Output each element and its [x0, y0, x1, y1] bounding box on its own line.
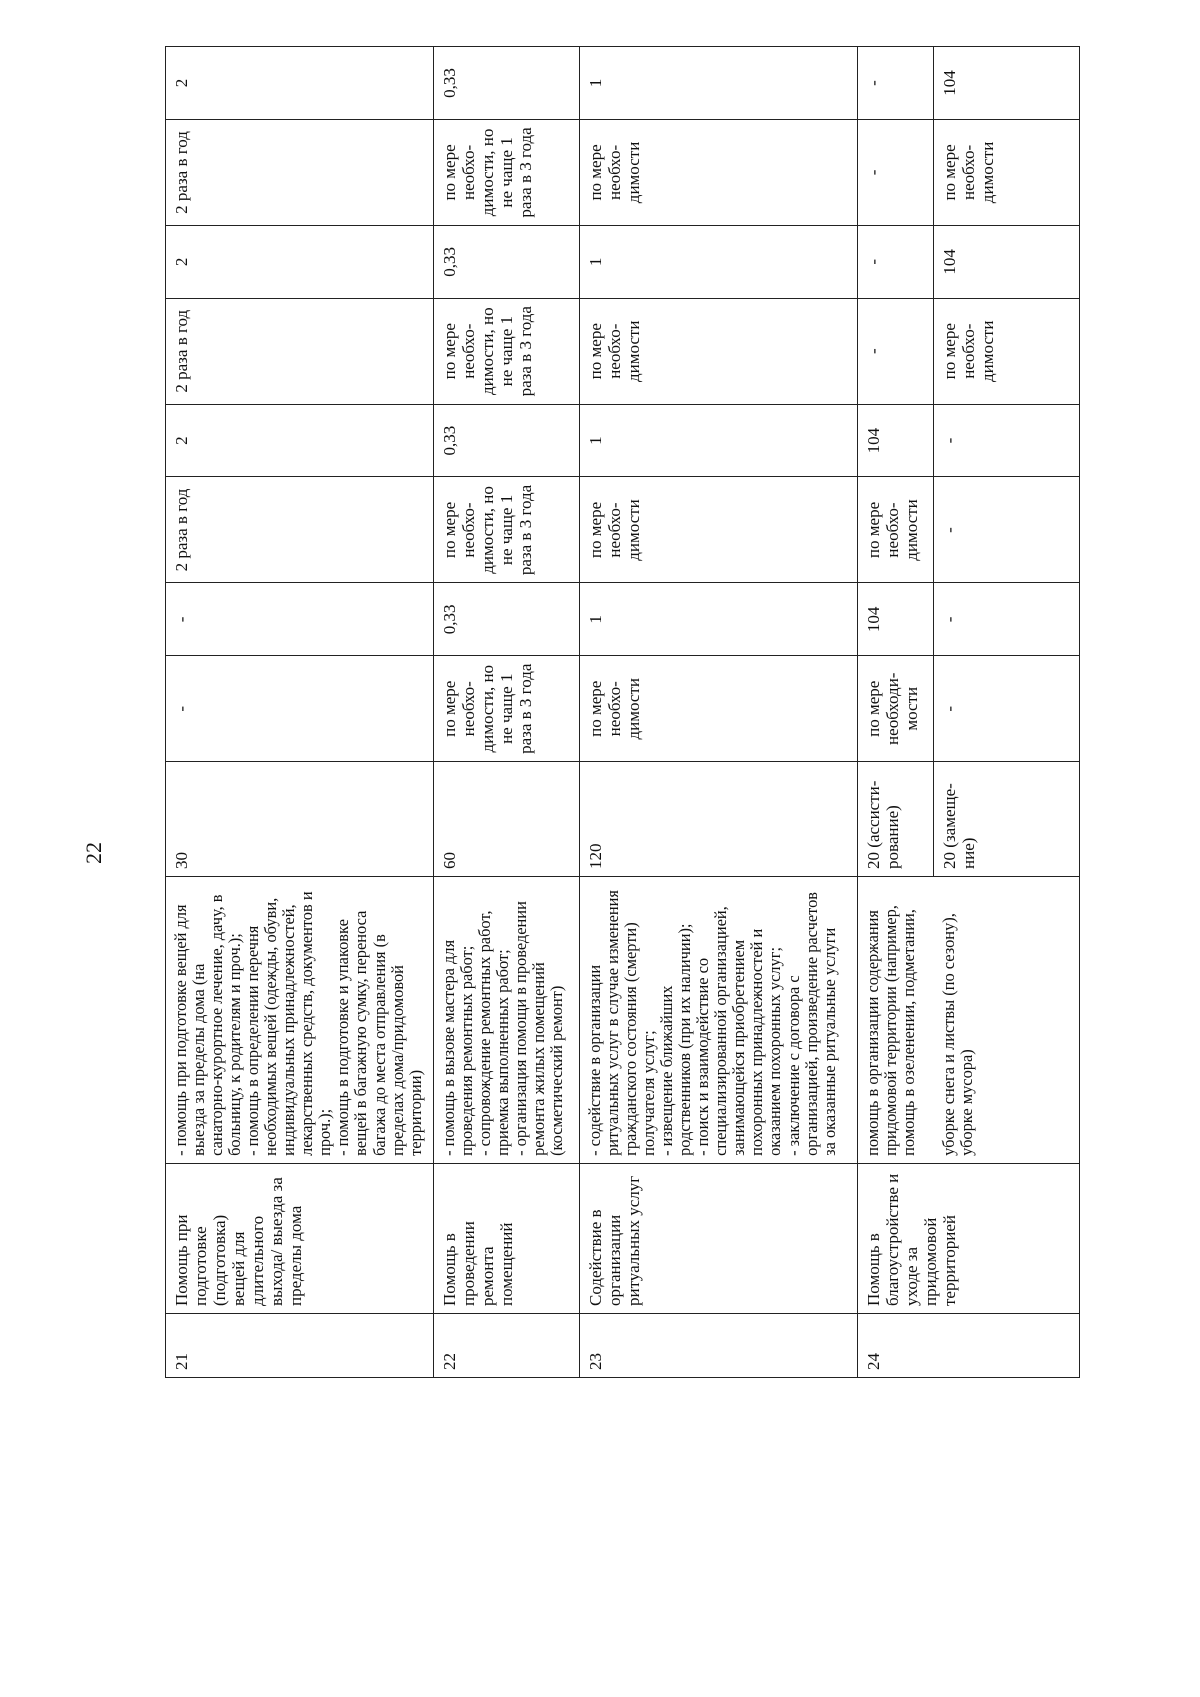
time-norm-assist: 20 (ассисти-рование)	[858, 762, 934, 877]
time-norm: 30	[166, 762, 434, 877]
service-description-part-a: помощь в организации содержания придомовой территории (например, помощь в озеленении, подметании,	[858, 876, 934, 1163]
frequency-cell: по мере необходи-мости	[858, 656, 934, 762]
count-cell: 104	[858, 404, 934, 477]
count-cell: -	[166, 583, 434, 656]
frequency-cell: по мере необхо-димости	[934, 119, 1080, 225]
count-cell: -	[934, 583, 1080, 656]
service-description: - помощь в вызове мастера для проведения ремонтных работ; - сопровождение ремонтных работ, приемка выполненных работ; - организация помощи в проведении ремонта жилых помещений (косметический ремонт)	[434, 876, 580, 1163]
frequency-cell: по мере необхо-димости	[580, 119, 858, 225]
service-description: - содействие в организации ритуальных услуг в случае изменения гражданского состояния (смерти) получателя услуг; - извещение ближайших родственников (при их наличии); - поиск и взаимодействие со специализированной организацией, занимающейся приобретением похоронных принадлежностей и оказанием похоронных услуг; - заключение с договора с организацией, произведение расчетов за оказанные ритуальные услуги	[580, 876, 858, 1163]
service-name: Содействие в организации ритуальных услуг	[580, 1163, 858, 1313]
count-cell: -	[858, 225, 934, 298]
services-table	[165, 46, 1080, 1378]
count-cell: 104	[858, 583, 934, 656]
frequency-cell: по мере необхо-димости	[858, 477, 934, 583]
count-cell: 2	[166, 225, 434, 298]
frequency-cell: 2 раза в год	[166, 477, 434, 583]
frequency-cell: по мере необхо-димости, но не чаще 1 раза в 3 года	[434, 298, 580, 404]
frequency-cell: по мере необхо-димости, но не чаще 1 раза в 3 года	[434, 477, 580, 583]
service-description: - помощь при подготовке вещей для выезда за пределы дома (на санаторно-курортное лечение, дачу, в больницу, к родителям и проч.); - помощь в определении перечня необходимых вещей (одежды, обуви, индивидуальных принадлежностей, лекарственных средств, документов и проч.); - помощь в подготовке и упаковке вещей в багажную сумку, переноса багажа до места отправления (в пределах дома/придомовой территории)	[166, 876, 434, 1163]
row-number: 21	[166, 1314, 434, 1378]
count-cell: 1	[580, 404, 858, 477]
row-number: 23	[580, 1314, 858, 1378]
table-row	[580, 47, 858, 1378]
frequency-cell: -	[858, 119, 934, 225]
frequency-cell: по мере необхо-димости, но не чаще 1 раза в 3 года	[434, 656, 580, 762]
count-cell: 1	[580, 583, 858, 656]
count-cell: 0,33	[434, 47, 580, 120]
count-cell: -	[858, 47, 934, 120]
page-number: 22	[81, 842, 106, 864]
frequency-cell: 2 раза в год	[166, 119, 434, 225]
count-cell: 0,33	[434, 404, 580, 477]
rotated-table-container	[165, 46, 1079, 1378]
count-cell: 104	[934, 225, 1080, 298]
frequency-cell: -	[166, 656, 434, 762]
row-number: 22	[434, 1314, 580, 1378]
time-norm-replace: 20 (замеще-ние)	[934, 762, 1080, 877]
count-cell: -	[934, 404, 1080, 477]
service-name: Помощь в проведении ремонта помещений	[434, 1163, 580, 1313]
count-cell: 2	[166, 404, 434, 477]
count-cell: 0,33	[434, 225, 580, 298]
frequency-cell: 2 раза в год	[166, 298, 434, 404]
frequency-cell: по мере необхо-димости	[580, 477, 858, 583]
count-cell: 2	[166, 47, 434, 120]
count-cell: 1	[580, 225, 858, 298]
frequency-cell: по мере необхо-димости, но не чаще 1 раза в 3 года	[434, 119, 580, 225]
service-name: Помощь в благоустройстве и уходе за придомовой территорией	[858, 1163, 1080, 1313]
table-row	[166, 47, 434, 1378]
time-norm: 60	[434, 762, 580, 877]
frequency-cell: -	[934, 656, 1080, 762]
service-description-part-b: уборке снега и листвы (по сезону), уборке мусора)	[934, 876, 1080, 1163]
table-row	[858, 47, 934, 1378]
frequency-cell: по мере необхо-димости	[580, 298, 858, 404]
row-number: 24	[858, 1314, 1080, 1378]
time-norm: 120	[580, 762, 858, 877]
frequency-cell: -	[934, 477, 1080, 583]
service-name: Помощь при подготовке (подготовка) вещей для длительного выхода/ выезда за пределы дома	[166, 1163, 434, 1313]
frequency-cell: -	[858, 298, 934, 404]
count-cell: 0,33	[434, 583, 580, 656]
table-row	[434, 47, 580, 1378]
frequency-cell: по мере необхо-димости	[934, 298, 1080, 404]
count-cell: 104	[934, 47, 1080, 120]
frequency-cell: по мере необхо-димости	[580, 656, 858, 762]
count-cell: 1	[580, 47, 858, 120]
